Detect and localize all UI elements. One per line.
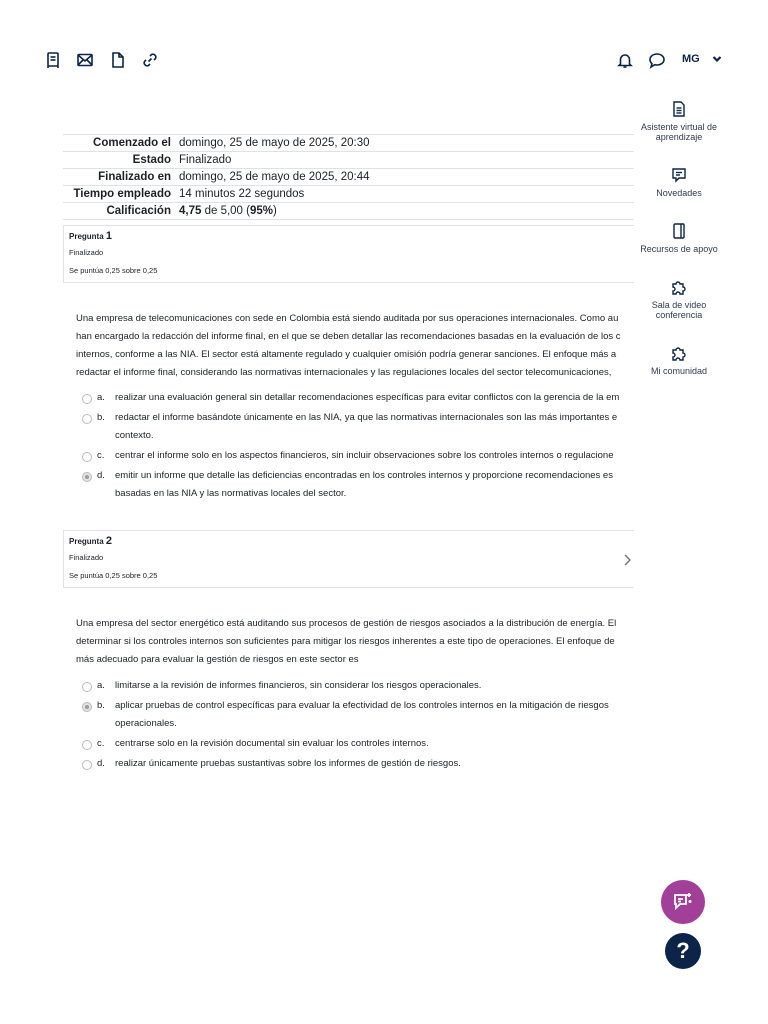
nav-label: Novedades bbox=[656, 188, 702, 198]
radio-button[interactable] bbox=[82, 682, 92, 692]
question-number-value: 2 bbox=[105, 535, 113, 547]
radio-button[interactable] bbox=[82, 394, 92, 404]
option-text-line: operacionales. bbox=[115, 718, 177, 729]
option-letter: b. bbox=[97, 700, 105, 711]
question-number-value: 1 bbox=[105, 230, 113, 242]
nav-label: Asistente virtual de aprendizaje bbox=[640, 122, 718, 142]
radio-selected[interactable] bbox=[82, 702, 92, 712]
option-text-line: aplicar pruebas de control específicas para evaluar la efectividad de los controles internos en la mitigación de riesgos bbox=[115, 700, 609, 711]
summary-value: 14 minutos 22 segundos bbox=[175, 186, 634, 203]
answer-options bbox=[82, 677, 636, 775]
option-text-line: realizar únicamente pruebas sustantivas sobre los informes de gestión de riesgos. bbox=[115, 758, 461, 769]
answer-option[interactable] bbox=[82, 447, 636, 465]
message-icon bbox=[670, 166, 688, 184]
option-text-line: basadas en las NIA y las normativas locales del sector. bbox=[115, 488, 347, 499]
puzzle-icon bbox=[670, 344, 688, 362]
grade-max: de 5,00 ( bbox=[201, 205, 250, 217]
summary-value bbox=[175, 203, 634, 220]
summary-row bbox=[63, 186, 634, 203]
question-text-line: más adecuado para evaluar la gestión de riesgos en este sector es bbox=[76, 654, 359, 665]
question-number bbox=[69, 535, 112, 547]
radio-button[interactable] bbox=[82, 452, 92, 462]
option-letter: c. bbox=[97, 738, 105, 749]
notebook-icon[interactable] bbox=[44, 51, 62, 69]
nav-label: Sala de video conferencia bbox=[651, 300, 707, 320]
nav-mi-comunidad[interactable] bbox=[636, 344, 722, 376]
question-text-line: determinar si los controles internos son suficientes para mitigar los riesgos inherentes a este tipo de operaciones. El enfoque de bbox=[76, 636, 615, 647]
summary-value: domingo, 25 de mayo de 2025, 20:44 bbox=[175, 169, 634, 186]
question-prefix: Pregunta bbox=[69, 537, 104, 546]
radio-button[interactable] bbox=[82, 414, 92, 424]
question-text bbox=[76, 615, 636, 669]
question-info bbox=[63, 530, 634, 588]
radio-button[interactable] bbox=[82, 740, 92, 750]
radio-selected[interactable] bbox=[82, 472, 92, 482]
puzzle-icon bbox=[670, 278, 688, 296]
answer-option[interactable] bbox=[82, 467, 636, 503]
answer-option[interactable] bbox=[82, 677, 636, 695]
question-state: Finalizado bbox=[69, 553, 104, 562]
chevron-down-icon[interactable] bbox=[711, 52, 723, 64]
link-icon[interactable] bbox=[141, 51, 159, 69]
summary-value: Finalizado bbox=[175, 152, 634, 169]
question-text-line: Una empresa de telecomunicaciones con sede en Colombia está siendo auditada por sus operaciones internacionales. Como au bbox=[76, 313, 619, 324]
answer-option[interactable] bbox=[82, 735, 636, 753]
question-state: Finalizado bbox=[69, 248, 104, 257]
answer-options bbox=[82, 389, 636, 505]
option-letter: c. bbox=[97, 450, 105, 461]
nav-label: Recursos de apoyo bbox=[640, 244, 718, 254]
question-text-line: redactar el informe final, considerando las normativas internacionales y las regulaciones locales del sector telecomunicaciones, bbox=[76, 367, 612, 378]
file-icon[interactable] bbox=[109, 51, 127, 69]
nav-novedades[interactable] bbox=[636, 166, 722, 198]
option-text-line: centrarse solo en la revisión documental sin evaluar los controles internos. bbox=[115, 738, 429, 749]
summary-label: Comenzado el bbox=[63, 135, 175, 152]
question-text-line: Una empresa del sector energético está auditando sus procesos de gestión de riesgos asociados a la distribución de energía. El bbox=[76, 618, 617, 629]
option-letter: d. bbox=[97, 470, 105, 481]
question-number bbox=[69, 230, 112, 242]
document-icon bbox=[670, 100, 688, 118]
summary-row bbox=[63, 203, 634, 220]
question-text-line: internos, conforme a las NIA. El sector está altamente regulado y cualquier omisión podría generar sanciones. El enfoque más a bbox=[76, 349, 617, 360]
mail-icon[interactable] bbox=[76, 51, 94, 69]
nav-label: Mi comunidad bbox=[650, 366, 708, 376]
question-grade: Se puntúa 0,25 sobre 0,25 bbox=[69, 571, 158, 580]
summary-value: domingo, 25 de mayo de 2025, 20:30 bbox=[175, 135, 634, 152]
option-text-line: redactar el informe basándote únicamente en las NIA, ya que las normativas internacionales son las más importantes e bbox=[115, 412, 618, 423]
option-text-line: emitir un informe que detalle las deficiencias encontradas en los controles internos y proporcione recomendaciones es bbox=[115, 470, 613, 481]
nav-recursos-apoyo[interactable] bbox=[636, 222, 722, 254]
question-text bbox=[76, 310, 636, 382]
book-icon bbox=[670, 222, 688, 240]
summary-label: Finalizado en bbox=[63, 169, 175, 186]
question-info bbox=[63, 225, 634, 283]
bell-icon[interactable] bbox=[616, 51, 634, 69]
radio-button[interactable] bbox=[82, 760, 92, 770]
answer-option[interactable] bbox=[82, 697, 636, 733]
answer-option[interactable] bbox=[82, 389, 636, 407]
grade-score: 4,75 bbox=[179, 205, 202, 217]
summary-row bbox=[63, 169, 634, 186]
option-letter: d. bbox=[97, 758, 105, 769]
chat-sparkle-icon bbox=[671, 890, 695, 914]
grade-percent: 95% bbox=[249, 205, 274, 217]
summary-label: Tiempo empleado bbox=[63, 186, 175, 203]
summary-label: Calificación bbox=[63, 203, 175, 220]
summary-row bbox=[63, 135, 634, 152]
chat-assistant-button[interactable] bbox=[661, 880, 705, 924]
summary-row bbox=[63, 152, 634, 169]
option-letter: a. bbox=[97, 680, 105, 691]
nav-asistente-virtual[interactable] bbox=[636, 100, 722, 142]
grade-close: ) bbox=[273, 205, 277, 217]
option-letter: a. bbox=[97, 392, 105, 403]
nav-sala-video[interactable] bbox=[636, 278, 722, 320]
answer-option[interactable] bbox=[82, 755, 636, 773]
option-text-line: contexto. bbox=[115, 430, 154, 441]
option-text-line: centrar el informe solo en los aspectos financieros, sin incluir observaciones sobre los controles internos o regulacione bbox=[115, 450, 614, 461]
chat-bubble-icon[interactable] bbox=[648, 51, 666, 69]
question-prefix: Pregunta bbox=[69, 232, 104, 241]
chevron-right-icon[interactable] bbox=[621, 553, 633, 567]
question-text-line: han encargado la redacción del informe final, en el que se deben detallar las recomendaciones basadas en la evaluación de los c bbox=[76, 331, 621, 342]
question-grade: Se puntúa 0,25 sobre 0,25 bbox=[69, 266, 158, 275]
option-text-line: limitarse a la revisión de informes financieros, sin considerar los riesgos operacionales. bbox=[115, 680, 482, 691]
option-text-line: realizar una evaluación general sin detallar recomendaciones específicas para evitar conflictos con la gerencia de la em bbox=[115, 392, 620, 403]
summary-label: Estado bbox=[63, 152, 175, 169]
user-initials[interactable]: MG bbox=[682, 53, 700, 65]
option-letter: b. bbox=[97, 412, 105, 423]
answer-option[interactable] bbox=[82, 409, 636, 445]
help-button[interactable]: ? bbox=[665, 933, 701, 969]
attempt-summary-table bbox=[63, 134, 634, 220]
